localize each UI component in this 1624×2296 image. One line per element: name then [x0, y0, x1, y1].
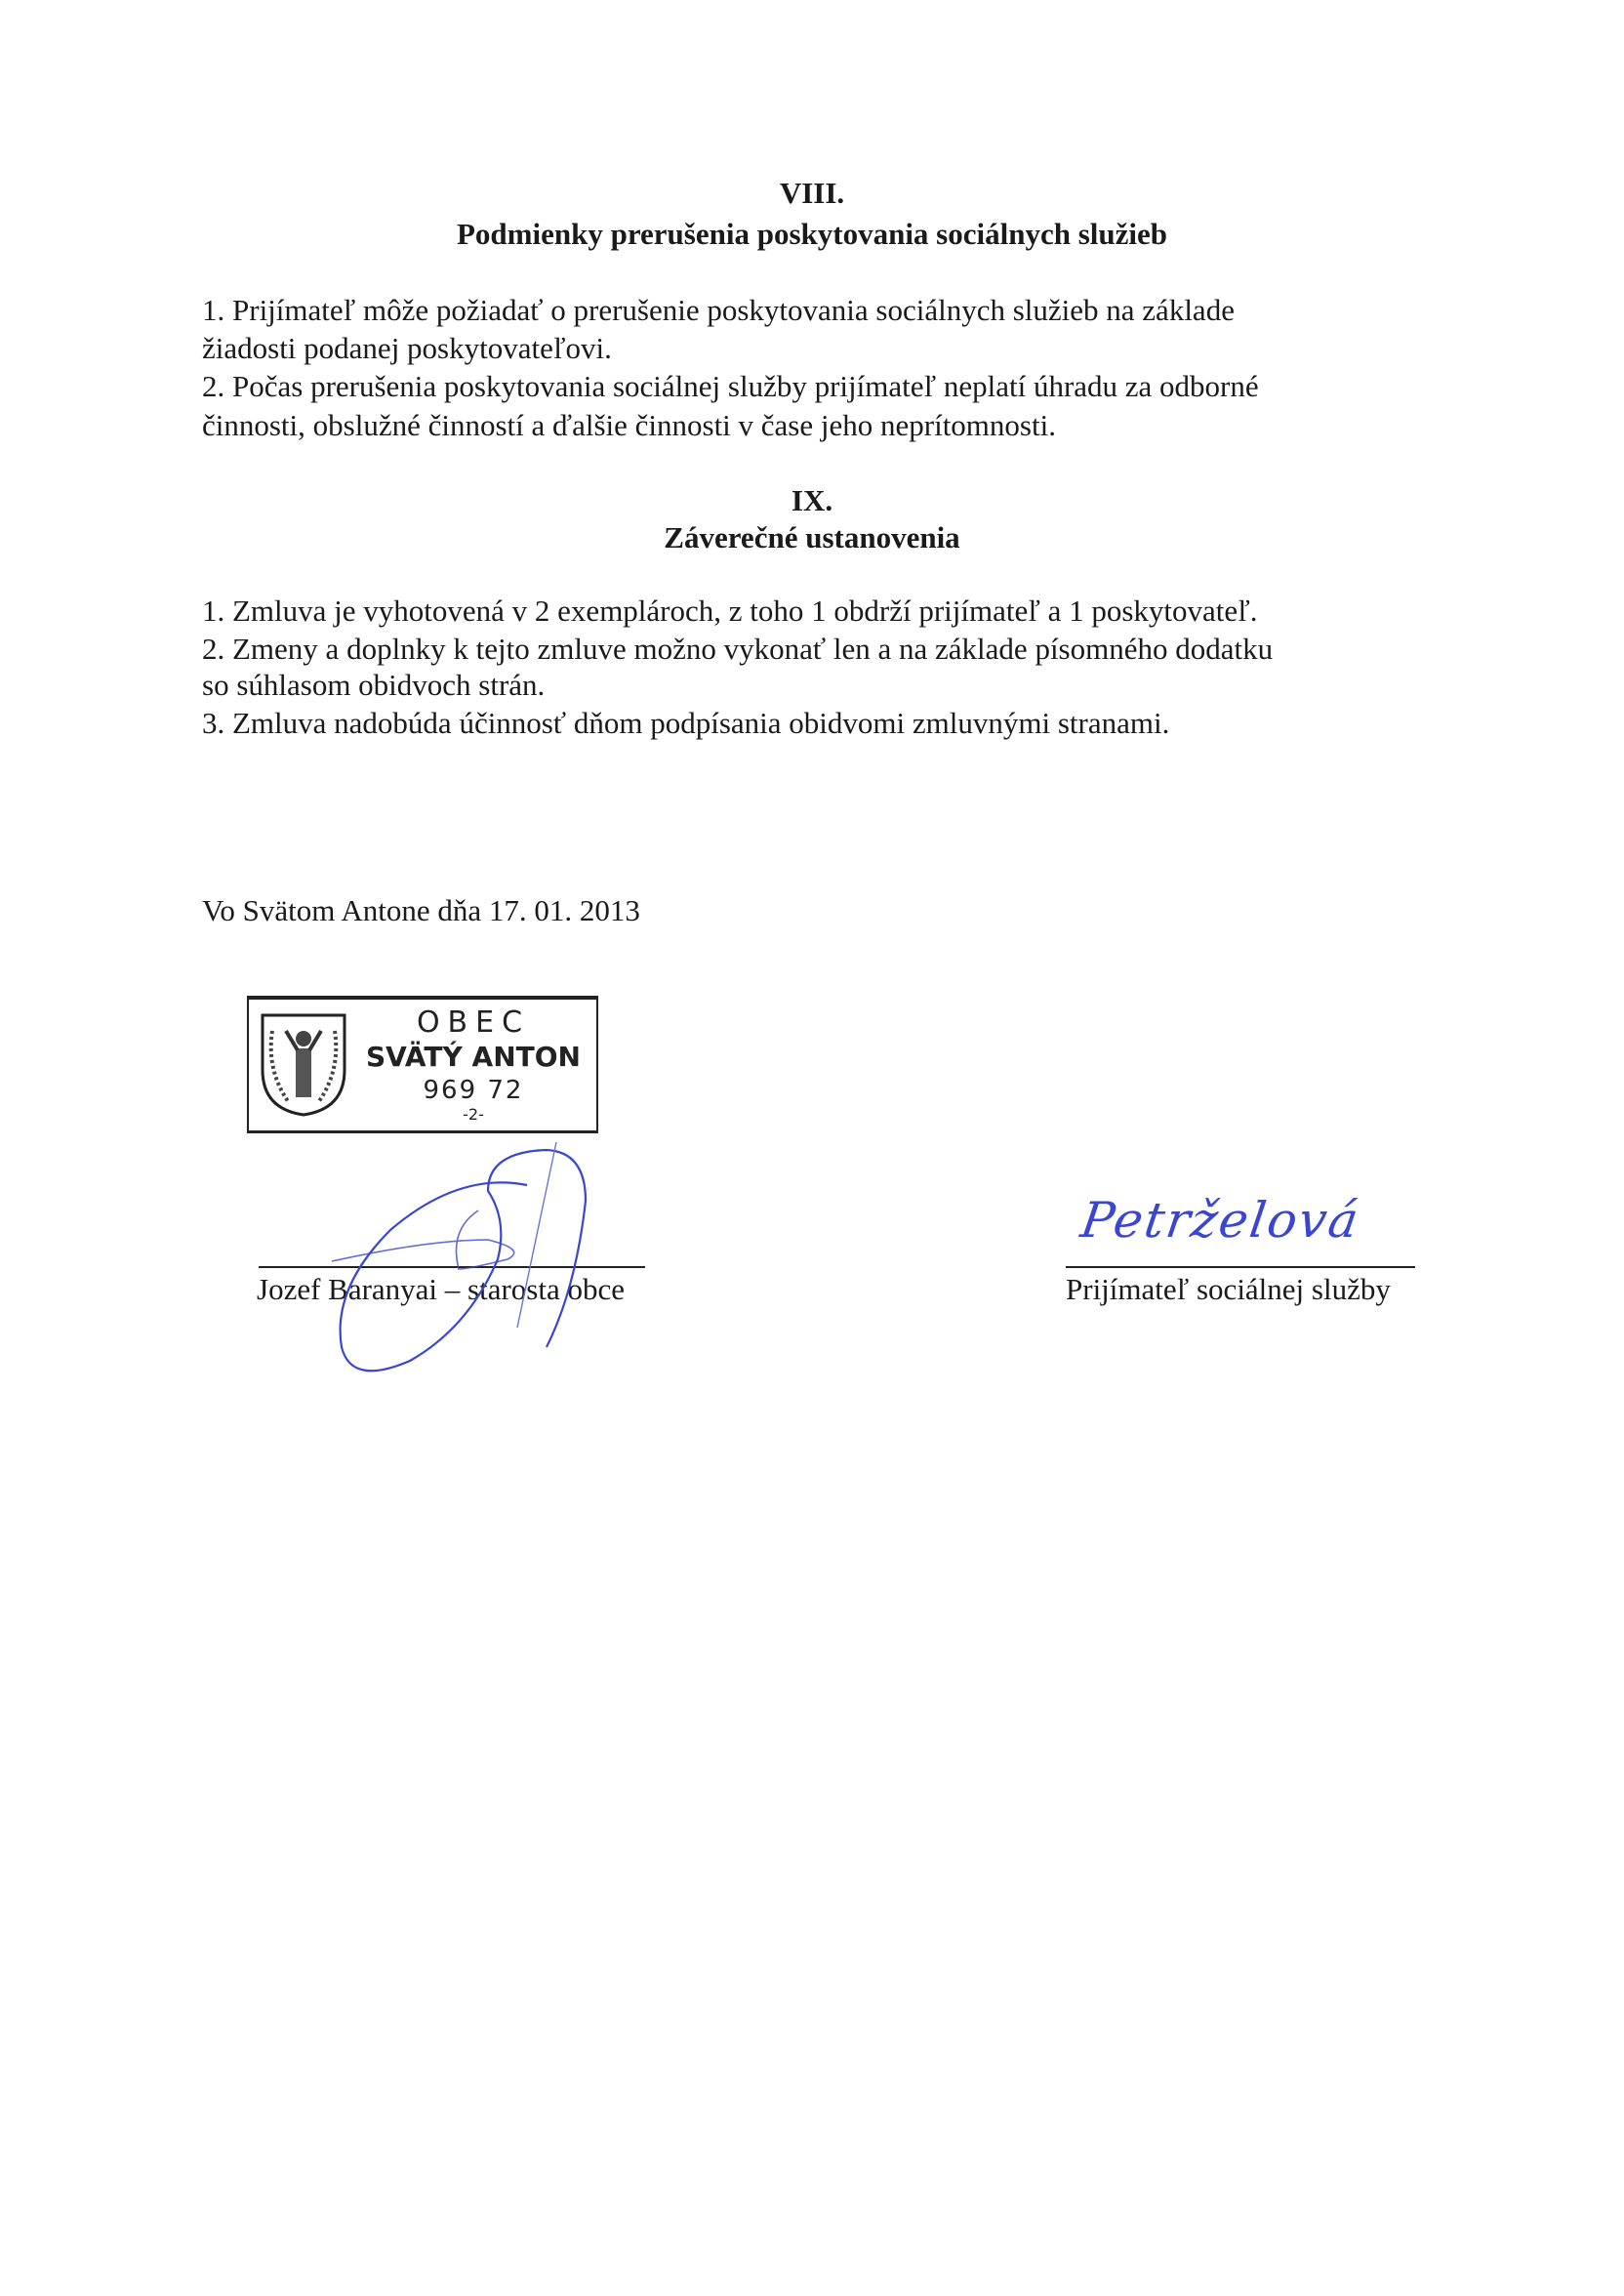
signature-label-left: Jozef Baranyai – starosta obce [257, 1272, 626, 1306]
stamp-line-3: 969 72 [423, 1076, 524, 1105]
stamp-line-1: OBEC [416, 1005, 531, 1040]
section-9-line: 2. Zmeny a doplnky k tejto zmluve možno vykonať len a na základe písomného dodatku [202, 632, 1274, 666]
section-9-title: Záverečné ustanovenia [664, 520, 960, 554]
section-8-line: žiadosti podanej poskytovateľovi. [202, 331, 612, 365]
section-8-line: 2. Počas prerušenia poskytovania sociálnej služby prijímateľ neplatí úhradu za odborné [202, 369, 1259, 403]
stamp-line-2: SVÄTÝ ANTON [366, 1041, 581, 1073]
section-9-number: IX. [791, 483, 833, 517]
section-8-number: VIII. [779, 176, 845, 210]
stamp-line-4: -2- [463, 1105, 484, 1124]
section-8-line: činnosti, obslužné činností a ďalšie činnosti v čase jeho neprítomnosti. [202, 408, 1056, 442]
section-9-line: so súhlasom obidvoch strán. [202, 668, 546, 702]
section-9-line: 3. Zmluva nadobúda účinnosť dňom podpísania obidvomi zmluvnými stranami. [202, 706, 1170, 740]
recipient-signature: Petrželová [1076, 1192, 1364, 1249]
section-9-line: 1. Zmluva je vyhotovená v 2 exemplároch, z toho 1 obdrží prijímateľ a 1 poskytovateľ. [202, 594, 1258, 628]
signature-line-right [1066, 1266, 1415, 1268]
section-8-line: 1. Prijímateľ môže požiadať o prerušenie poskytovania sociálnych služieb na základe [202, 293, 1235, 327]
section-8-title: Podmienky prerušenia poskytovania sociálnych služieb [456, 217, 1168, 251]
place-date: Vo Svätom Antone dňa 17. 01. 2013 [202, 893, 640, 927]
signature-label-right: Prijímateľ sociálnej služby [1066, 1272, 1391, 1306]
